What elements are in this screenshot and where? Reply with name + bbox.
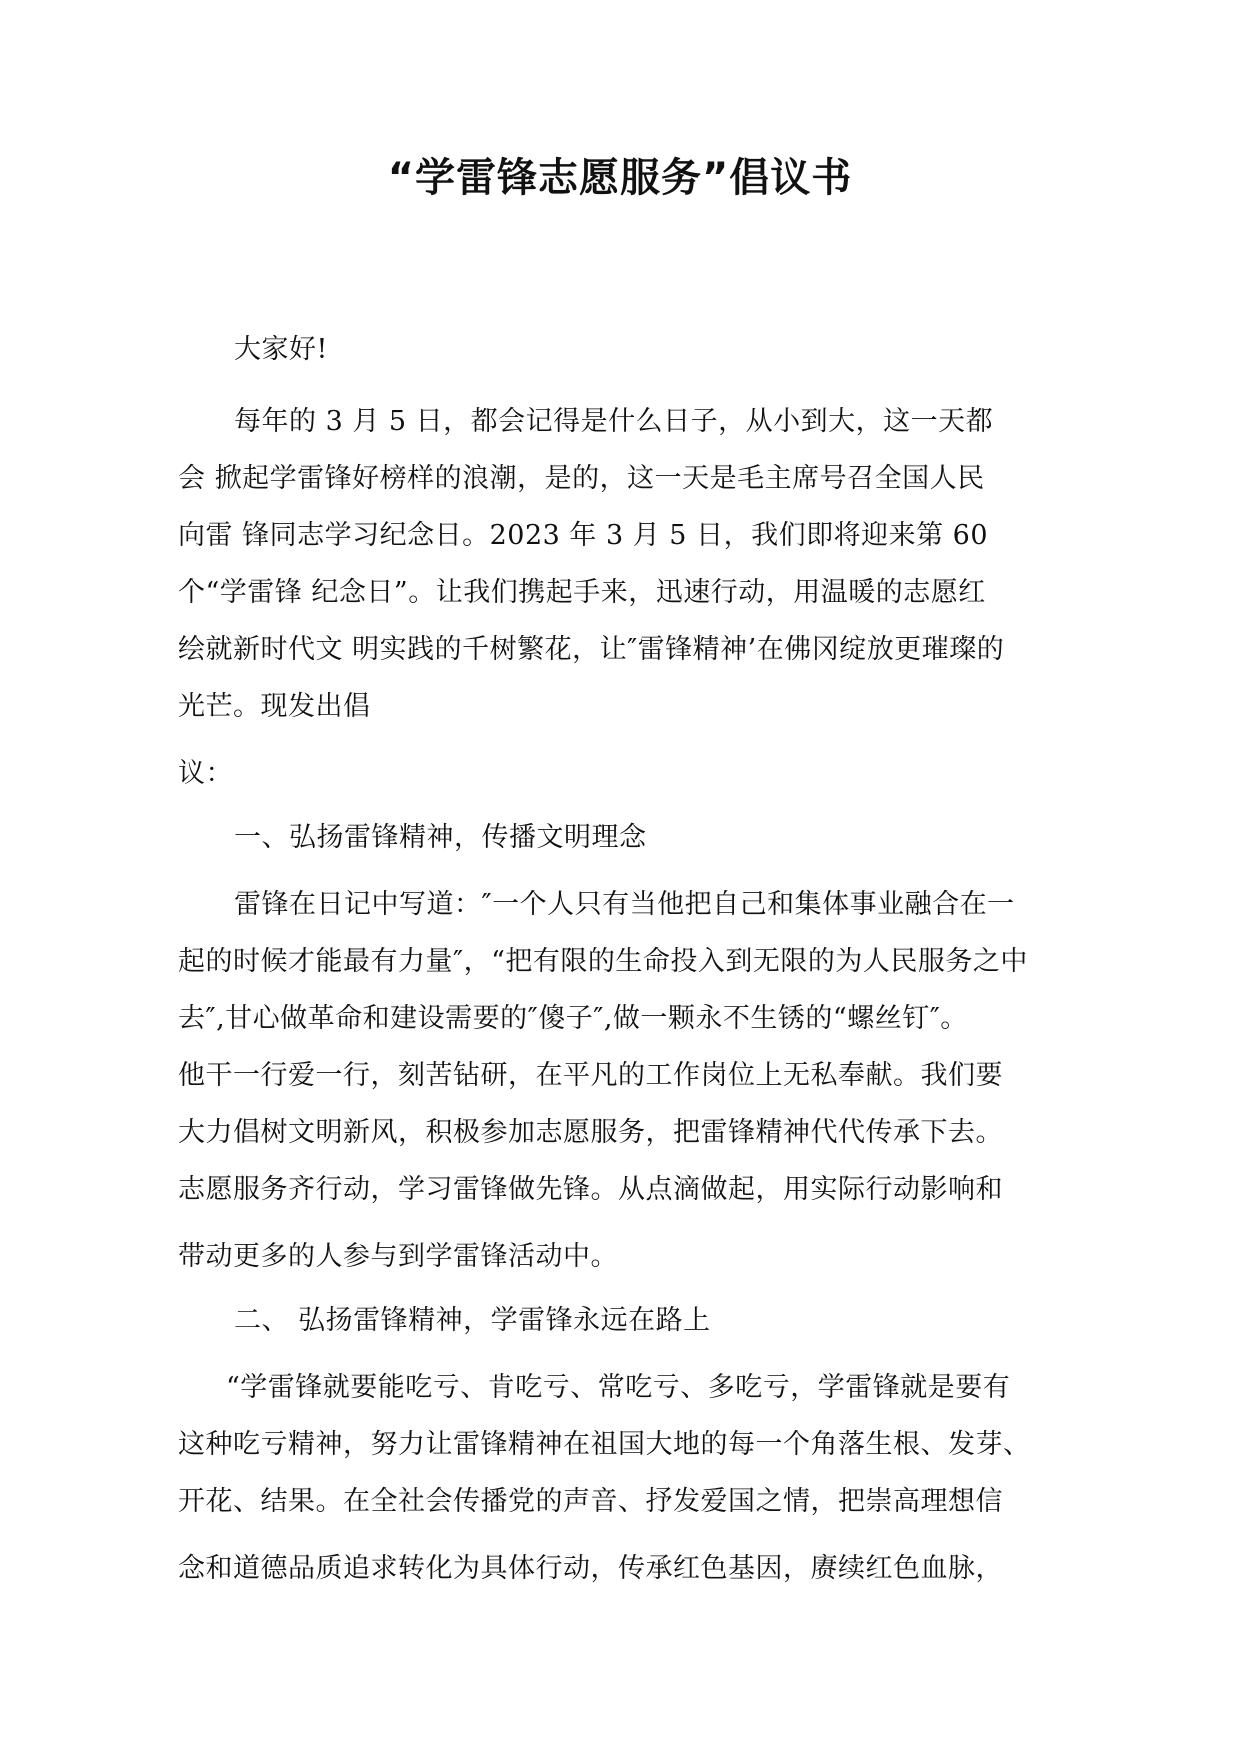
paragraph-line: 向雷 锋同志学习纪念日。2023 年 3 月 5 日，我们即将迎来第 60 <box>178 520 989 551</box>
paragraph-line: 每年的 3 月 5 日，都会记得是什么日子，从小到大，这一天都 <box>234 406 994 437</box>
section-heading-1: 一、弘扬雷锋精神，传播文明理念 <box>234 822 647 853</box>
section-heading-2: 二、 弘扬雷锋精神，学雷锋永远在路上 <box>234 1305 711 1336</box>
paragraph-line: 这种吃亏精神，努力让雷锋精神在祖国大地的每一个角落生根、发芽、 <box>178 1429 1031 1460</box>
paragraph-line: 雷锋在日记中写道：″一个人只有当他把自己和集体事业融合在一 <box>234 889 1015 920</box>
paragraph-line: 去″,甘心做革命和建设需要的″傻子″,做一颗永不生锈的“螺丝钉″。 <box>178 1003 968 1034</box>
paragraph-line: 带动更多的人参与到学雷锋活动中。 <box>178 1241 618 1272</box>
paragraph-line: 光芒。现发出倡 <box>178 691 371 722</box>
paragraph-line: 个“学雷锋 纪念日”。让我们携起手来，迅速行动，用温暖的志愿红 <box>178 577 986 608</box>
paragraph-line: 志愿服务齐行动，学习雷锋做先锋。从点滴做起，用实际行动影响和 <box>178 1174 1003 1205</box>
paragraph-line: 议： <box>178 758 233 789</box>
paragraph-line: 绘就新时代文 明实践的千树繁花，让″雷锋精神’在佛冈绽放更璀璨的 <box>178 634 1005 665</box>
greeting: 大家好! <box>234 334 328 365</box>
document-title: “学雷锋志愿服务”倡议书 <box>387 155 853 201</box>
paragraph-line: 开花、结果。在全社会传播党的声音、抒发爱国之情，把崇高理想信 <box>178 1486 1003 1517</box>
paragraph-line: “学雷锋就要能吃亏、肯吃亏、常吃亏、多吃亏，学雷锋就是要有 <box>226 1372 1011 1403</box>
paragraph-line: 起的时候才能最有力量″，“把有限的生命投入到无限的为人民服务之中 <box>178 946 1028 977</box>
paragraph-line: 念和道德品质追求转化为具体行动，传承红色基因，赓续红色血脉， <box>178 1553 1003 1584</box>
paragraph-line: 大力倡树文明新风，积极参加志愿服务，把雷锋精神代代传承下去。 <box>178 1117 1003 1148</box>
paragraph-line: 他干一行爱一行，刻苦钻研，在平凡的工作岗位上无私奉献。我们要 <box>178 1060 1003 1091</box>
paragraph-line: 会 掀起学雷锋好榜样的浪潮，是的，这一天是毛主席号召全国人民 <box>178 463 985 494</box>
